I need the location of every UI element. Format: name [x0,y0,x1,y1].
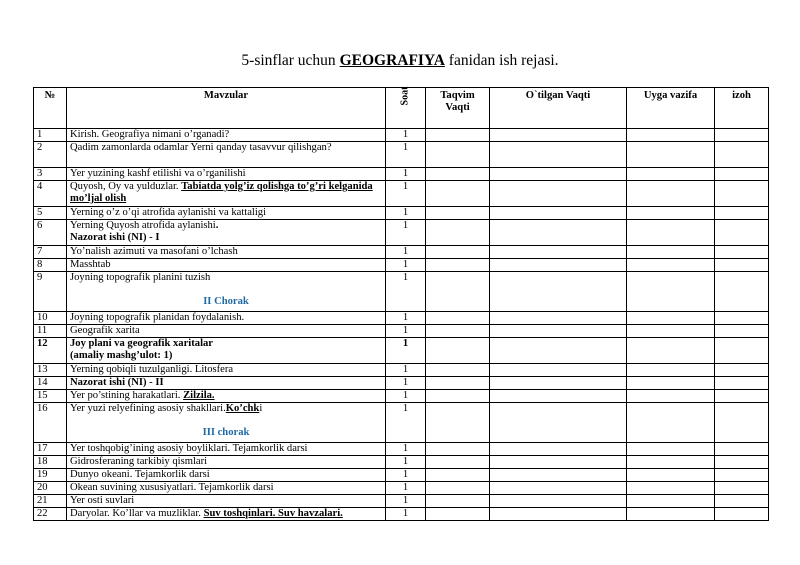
table-row [34,403,769,443]
topic-text: Tabiatda yolg’iz qolishga to’g’ri kelganida mo’ljal olish [70,181,373,204]
header-row [34,88,769,129]
calendar-cell [426,181,490,207]
topic-text: Joyning topografik planini tuzish [70,272,211,283]
topic-text: i [259,403,263,414]
row-number: 20 [34,482,67,495]
table-row [34,325,769,338]
note-cell [715,259,769,272]
calendar-cell [426,312,490,325]
header-hours-label: Soat [399,86,411,106]
row-hours: 1 [386,220,426,246]
row-number: 4 [34,181,67,207]
row-hours: 1 [386,168,426,181]
done-date-cell [490,325,627,338]
row-number: 21 [34,495,67,508]
row-number: 8 [34,259,67,272]
table-row [34,181,769,207]
calendar-cell [426,338,490,364]
done-date-cell [490,403,627,443]
note-cell [715,207,769,220]
topic-text: Suv toshqinlari. Suv havzalari. [203,508,343,519]
table-row [34,443,769,456]
calendar-cell [426,246,490,259]
row-topic [67,403,386,443]
homework-cell [627,220,715,246]
topic-text: . [215,220,219,231]
homework-cell [627,338,715,364]
calendar-cell [426,259,490,272]
header-topics: Mavzular [67,88,386,129]
topic-text: (amaliy mashg’ulot: 1) [70,350,173,361]
header-note: izoh [715,88,769,129]
row-topic [67,312,386,325]
row-hours: 1 [386,325,426,338]
row-hours: 1 [386,469,426,482]
row-hours: 1 [386,246,426,259]
row-number: 7 [34,246,67,259]
row-hours: 1 [386,364,426,377]
row-topic [67,443,386,456]
row-number: 13 [34,364,67,377]
note-cell [715,338,769,364]
row-number: 17 [34,443,67,456]
row-hours: 1 [386,482,426,495]
homework-cell [627,325,715,338]
row-hours: 1 [386,181,426,207]
note-cell [715,456,769,469]
row-hours: 1 [386,129,426,142]
homework-cell [627,259,715,272]
homework-cell [627,272,715,312]
topic-text: Zilzila. [183,390,215,401]
table-row [34,312,769,325]
calendar-cell [426,129,490,142]
done-date-cell [490,312,627,325]
note-cell [715,403,769,443]
done-date-cell [490,469,627,482]
row-hours: 1 [386,272,426,312]
homework-cell [627,495,715,508]
calendar-cell [426,482,490,495]
row-topic [67,220,386,246]
topic-text: Qadim zamonlarda odamlar Yerni qanday tasavvur qilishgan? [70,142,332,153]
topic-text: Yer yuzining kashf etilishi va o’rganilishi [70,168,246,179]
calendar-cell [426,508,490,521]
note-cell [715,181,769,207]
note-cell [715,364,769,377]
table-row [34,272,769,312]
done-date-cell [490,207,627,220]
row-topic [67,456,386,469]
calendar-cell [426,220,490,246]
note-cell [715,142,769,168]
table-row [34,482,769,495]
row-hours: 1 [386,259,426,272]
calendar-cell [426,168,490,181]
note-cell [715,377,769,390]
homework-cell [627,168,715,181]
note-cell [715,168,769,181]
done-date-cell [490,364,627,377]
row-number: 6 [34,220,67,246]
note-cell [715,495,769,508]
note-cell [715,312,769,325]
calendar-cell [426,207,490,220]
topic-text: Daryolar. Ko’llar va muzliklar. [70,508,204,519]
header-calendar-line1: Taqvim [440,90,475,101]
done-date-cell [490,456,627,469]
homework-cell [627,443,715,456]
topic-text: Masshtab [70,259,111,270]
row-topic [67,390,386,403]
note-cell [715,220,769,246]
topic-text: Nazorat ishi (NI) - II [70,377,164,388]
topic-text: Nazorat ishi (NI) - I [70,232,160,243]
row-topic [67,272,386,312]
note-cell [715,246,769,259]
table-row [34,390,769,403]
row-hours: 1 [386,142,426,168]
table-row [34,469,769,482]
table-row [34,207,769,220]
homework-cell [627,403,715,443]
row-topic [67,338,386,364]
done-date-cell [490,181,627,207]
homework-cell [627,482,715,495]
note-cell [715,508,769,521]
row-hours: 1 [386,338,426,364]
row-number: 12 [34,338,67,364]
title-prefix: 5-sinflar uchun [241,52,340,69]
lesson-plan-table [33,87,769,521]
row-topic [67,259,386,272]
table-row [34,168,769,181]
row-number: 2 [34,142,67,168]
table-row [34,220,769,246]
topic-text: Quyosh, Oy va yulduzlar. [70,181,182,192]
done-date-cell [490,495,627,508]
homework-cell [627,456,715,469]
topic-text: Yerning Quyosh atrofida aylanishi [70,220,216,231]
done-date-cell [490,377,627,390]
table-row [34,456,769,469]
topic-text: Joy plani va geografik xaritalar [70,338,214,349]
row-topic [67,142,386,168]
row-hours: 1 [386,495,426,508]
table-row [34,259,769,272]
topic-text: Yer po’stining harakatlari. [70,390,184,401]
row-number: 1 [34,129,67,142]
done-date-cell [490,338,627,364]
topic-text: Dunyo okeani. Tejamkorlik darsi [70,469,210,480]
row-hours: 1 [386,207,426,220]
table-row [34,338,769,364]
header-homework: Uyga vazifa [627,88,715,129]
homework-cell [627,312,715,325]
row-topic [67,377,386,390]
topic-text: Ko’chk [225,403,260,414]
row-number: 9 [34,272,67,312]
calendar-cell [426,142,490,168]
done-date-cell [490,390,627,403]
document-title [0,52,800,70]
done-date-cell [490,259,627,272]
row-number: 18 [34,456,67,469]
topic-text: Yo’nalish azimuti va masofani o’lchash [70,246,238,257]
header-hours [386,88,426,129]
calendar-cell [426,469,490,482]
done-date-cell [490,508,627,521]
note-cell [715,325,769,338]
note-cell [715,129,769,142]
quarter-heading: III chorak [202,427,250,438]
table-row [34,129,769,142]
topic-text: Yerning qobiqli tuzulganligi. Litosfera [70,364,234,375]
done-date-cell [490,443,627,456]
row-topic [67,508,386,521]
title-subject: GEOGRAFIYA [339,52,445,69]
topic-text: Okean suvining xususiyatlari. Tejamkorlik darsi [70,482,274,493]
homework-cell [627,207,715,220]
row-number: 22 [34,508,67,521]
homework-cell [627,508,715,521]
homework-cell [627,377,715,390]
homework-cell [627,469,715,482]
note-cell [715,443,769,456]
row-topic [67,482,386,495]
row-topic [67,469,386,482]
done-date-cell [490,482,627,495]
row-hours: 1 [386,312,426,325]
table-row [34,246,769,259]
header-calendar-line2: Vaqti [445,102,470,113]
homework-cell [627,181,715,207]
homework-cell [627,246,715,259]
topic-text: Kirish. Geografiya nimani o’rganadi? [70,129,230,140]
row-topic [67,129,386,142]
row-topic [67,207,386,220]
calendar-cell [426,403,490,443]
homework-cell [627,390,715,403]
done-date-cell [490,220,627,246]
row-number: 15 [34,390,67,403]
row-topic [67,495,386,508]
topic-text: Geografik xarita [70,325,140,336]
title-suffix: fanidan ish rejasi. [444,52,559,69]
topic-text: Gidrosferaning tarkibiy qismlari [70,456,208,467]
row-topic [67,168,386,181]
topic-text: Yer osti suvlari [70,495,135,506]
row-hours: 1 [386,390,426,403]
row-topic [67,246,386,259]
table-row [34,495,769,508]
row-hours: 1 [386,508,426,521]
done-date-cell [490,129,627,142]
homework-cell [627,129,715,142]
row-topic [67,364,386,377]
topic-text: Joyning topografik planidan foydalanish. [70,312,245,323]
note-cell [715,272,769,312]
calendar-cell [426,390,490,403]
topic-text: Yer toshqobig’ining asosiy boyliklari. Tejamkorlik darsi [70,443,308,454]
quarter-heading: II Chorak [203,296,249,307]
calendar-cell [426,377,490,390]
note-cell [715,482,769,495]
header-done-date: O`tilgan Vaqti [490,88,627,129]
calendar-cell [426,364,490,377]
topic-text: Yerning o’z o’qi atrofida aylanishi va kattaligi [70,207,267,218]
row-number: 16 [34,403,67,443]
calendar-cell [426,495,490,508]
note-cell [715,469,769,482]
table-row [34,508,769,521]
calendar-cell [426,325,490,338]
table-row [34,142,769,168]
homework-cell [627,142,715,168]
row-hours: 1 [386,377,426,390]
done-date-cell [490,246,627,259]
header-calendar [426,88,490,129]
calendar-cell [426,272,490,312]
row-topic [67,325,386,338]
row-number: 5 [34,207,67,220]
row-number: 19 [34,469,67,482]
row-number: 14 [34,377,67,390]
row-hours: 1 [386,443,426,456]
done-date-cell [490,142,627,168]
row-number: 10 [34,312,67,325]
row-number: 11 [34,325,67,338]
row-hours: 1 [386,456,426,469]
topic-text: Yer yuzi relyefining asosiy shakllari. [70,403,226,414]
header-number: № [34,88,67,129]
calendar-cell [426,456,490,469]
row-number: 3 [34,168,67,181]
table-row [34,364,769,377]
homework-cell [627,364,715,377]
done-date-cell [490,168,627,181]
row-hours: 1 [386,403,426,443]
row-topic [67,181,386,207]
table-row [34,377,769,390]
calendar-cell [426,443,490,456]
note-cell [715,390,769,403]
done-date-cell [490,272,627,312]
